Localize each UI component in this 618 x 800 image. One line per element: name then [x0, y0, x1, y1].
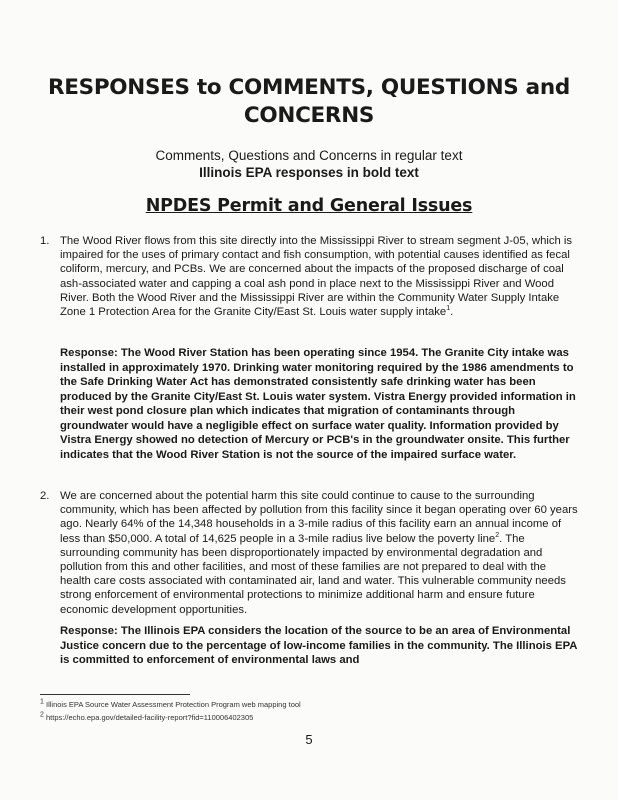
footnote-2 — [40, 713, 253, 723]
footnote-marker: 1 — [40, 698, 44, 706]
footnote-divider — [40, 694, 190, 695]
comment-text: The Wood River flows from this site directly into the Mississippi River to stream segment J-05, which is impaired for the uses of primary contact and fish consumption, with potential causes identified as fecal coliform, mercury, and PCBs. We are concerned about the impacts of the proposed discharge of coal ash-associated water and capping a coal ash pond in place next to the Mississippi River and Wood River. Both the Wood River and the Mississippi River are within the Community Water Supply Intake Zone 1 Protection Area for the Granite City/East St. Louis water supply intake — [60, 235, 573, 319]
item-number: 2. — [40, 490, 50, 502]
legend-regular-text: Comments, Questions and Concerns in regular text — [155, 148, 463, 163]
footnote-marker: 2 — [40, 711, 44, 719]
footnote-text: https://echo.epa.gov/detailed-facility-report?fid=110006402305 — [46, 713, 254, 722]
comment-text: . The surrounding community has been disproportionately impacted by environmental degradation and pollution from this and other facilities, and most of these families are not prepared to deal with the health care costs associated with contaminated air, land and water. This vulnerable community needs strong enforcement of environmental protections to minimize additional harm and ensure future economic development opportunities. — [60, 532, 566, 616]
item-number: 1. — [40, 235, 50, 247]
footnote-text: Illinois EPA Source Water Assessment Protection Program web mapping tool — [46, 700, 301, 709]
page-title: RESPONSES to COMMENTS, QUESTIONS and CONCERNS — [48, 75, 570, 128]
response-1: Response: The Wood River Station has been operating since 1954. The Granite City intake was installed in approximately 1970. Drinking water monitoring required by the 1986 amendments to the Safe Drinking Water Act has demonstrated consistently safe drinking water has been produced by the Granite City/East St. Louis water system. Vistra Energy provided information in their west pond closure plan which indicates that migration of contaminants through groundwater would have a negligible effect on surface water quality. Information provided by Vistra Energy showed no detection of Mercury or PCB's in the groundwater onsite. This further indicates that the Wood River Station is not the source of the impaired surface water. — [60, 347, 576, 461]
footnote-1 — [40, 700, 301, 710]
comment-end: . — [450, 306, 454, 319]
page-number: 5 — [305, 732, 313, 747]
comment-text-start: We are concerned about the potential harm this site could continue to cause to the surrounding community, which has been affected by pollution from this facility since it began operating over 60 years ago. Nearly 64% of the 14,348 households in a 3-mile radius of this facility earn an annual income of less than $50,000. A total of 14,625 people in a 3-mile radius live below the poverty line — [60, 490, 578, 545]
comment-1 — [40, 234, 578, 319]
comment-2 — [40, 489, 578, 617]
response-2: Response: The Illinois EPA considers the location of the source to be an area of Environmental Justice concern due to the percentage of low-income families in the community. The Illinois EPA is committed to enforcement of environmental laws and — [60, 625, 578, 666]
footnote-ref: 2 — [495, 531, 500, 539]
legend-bold-text: Illinois EPA responses in bold text — [199, 165, 419, 180]
footnote-ref: 1 — [446, 305, 451, 313]
section-heading: NPDES Permit and General Issues — [145, 196, 473, 216]
